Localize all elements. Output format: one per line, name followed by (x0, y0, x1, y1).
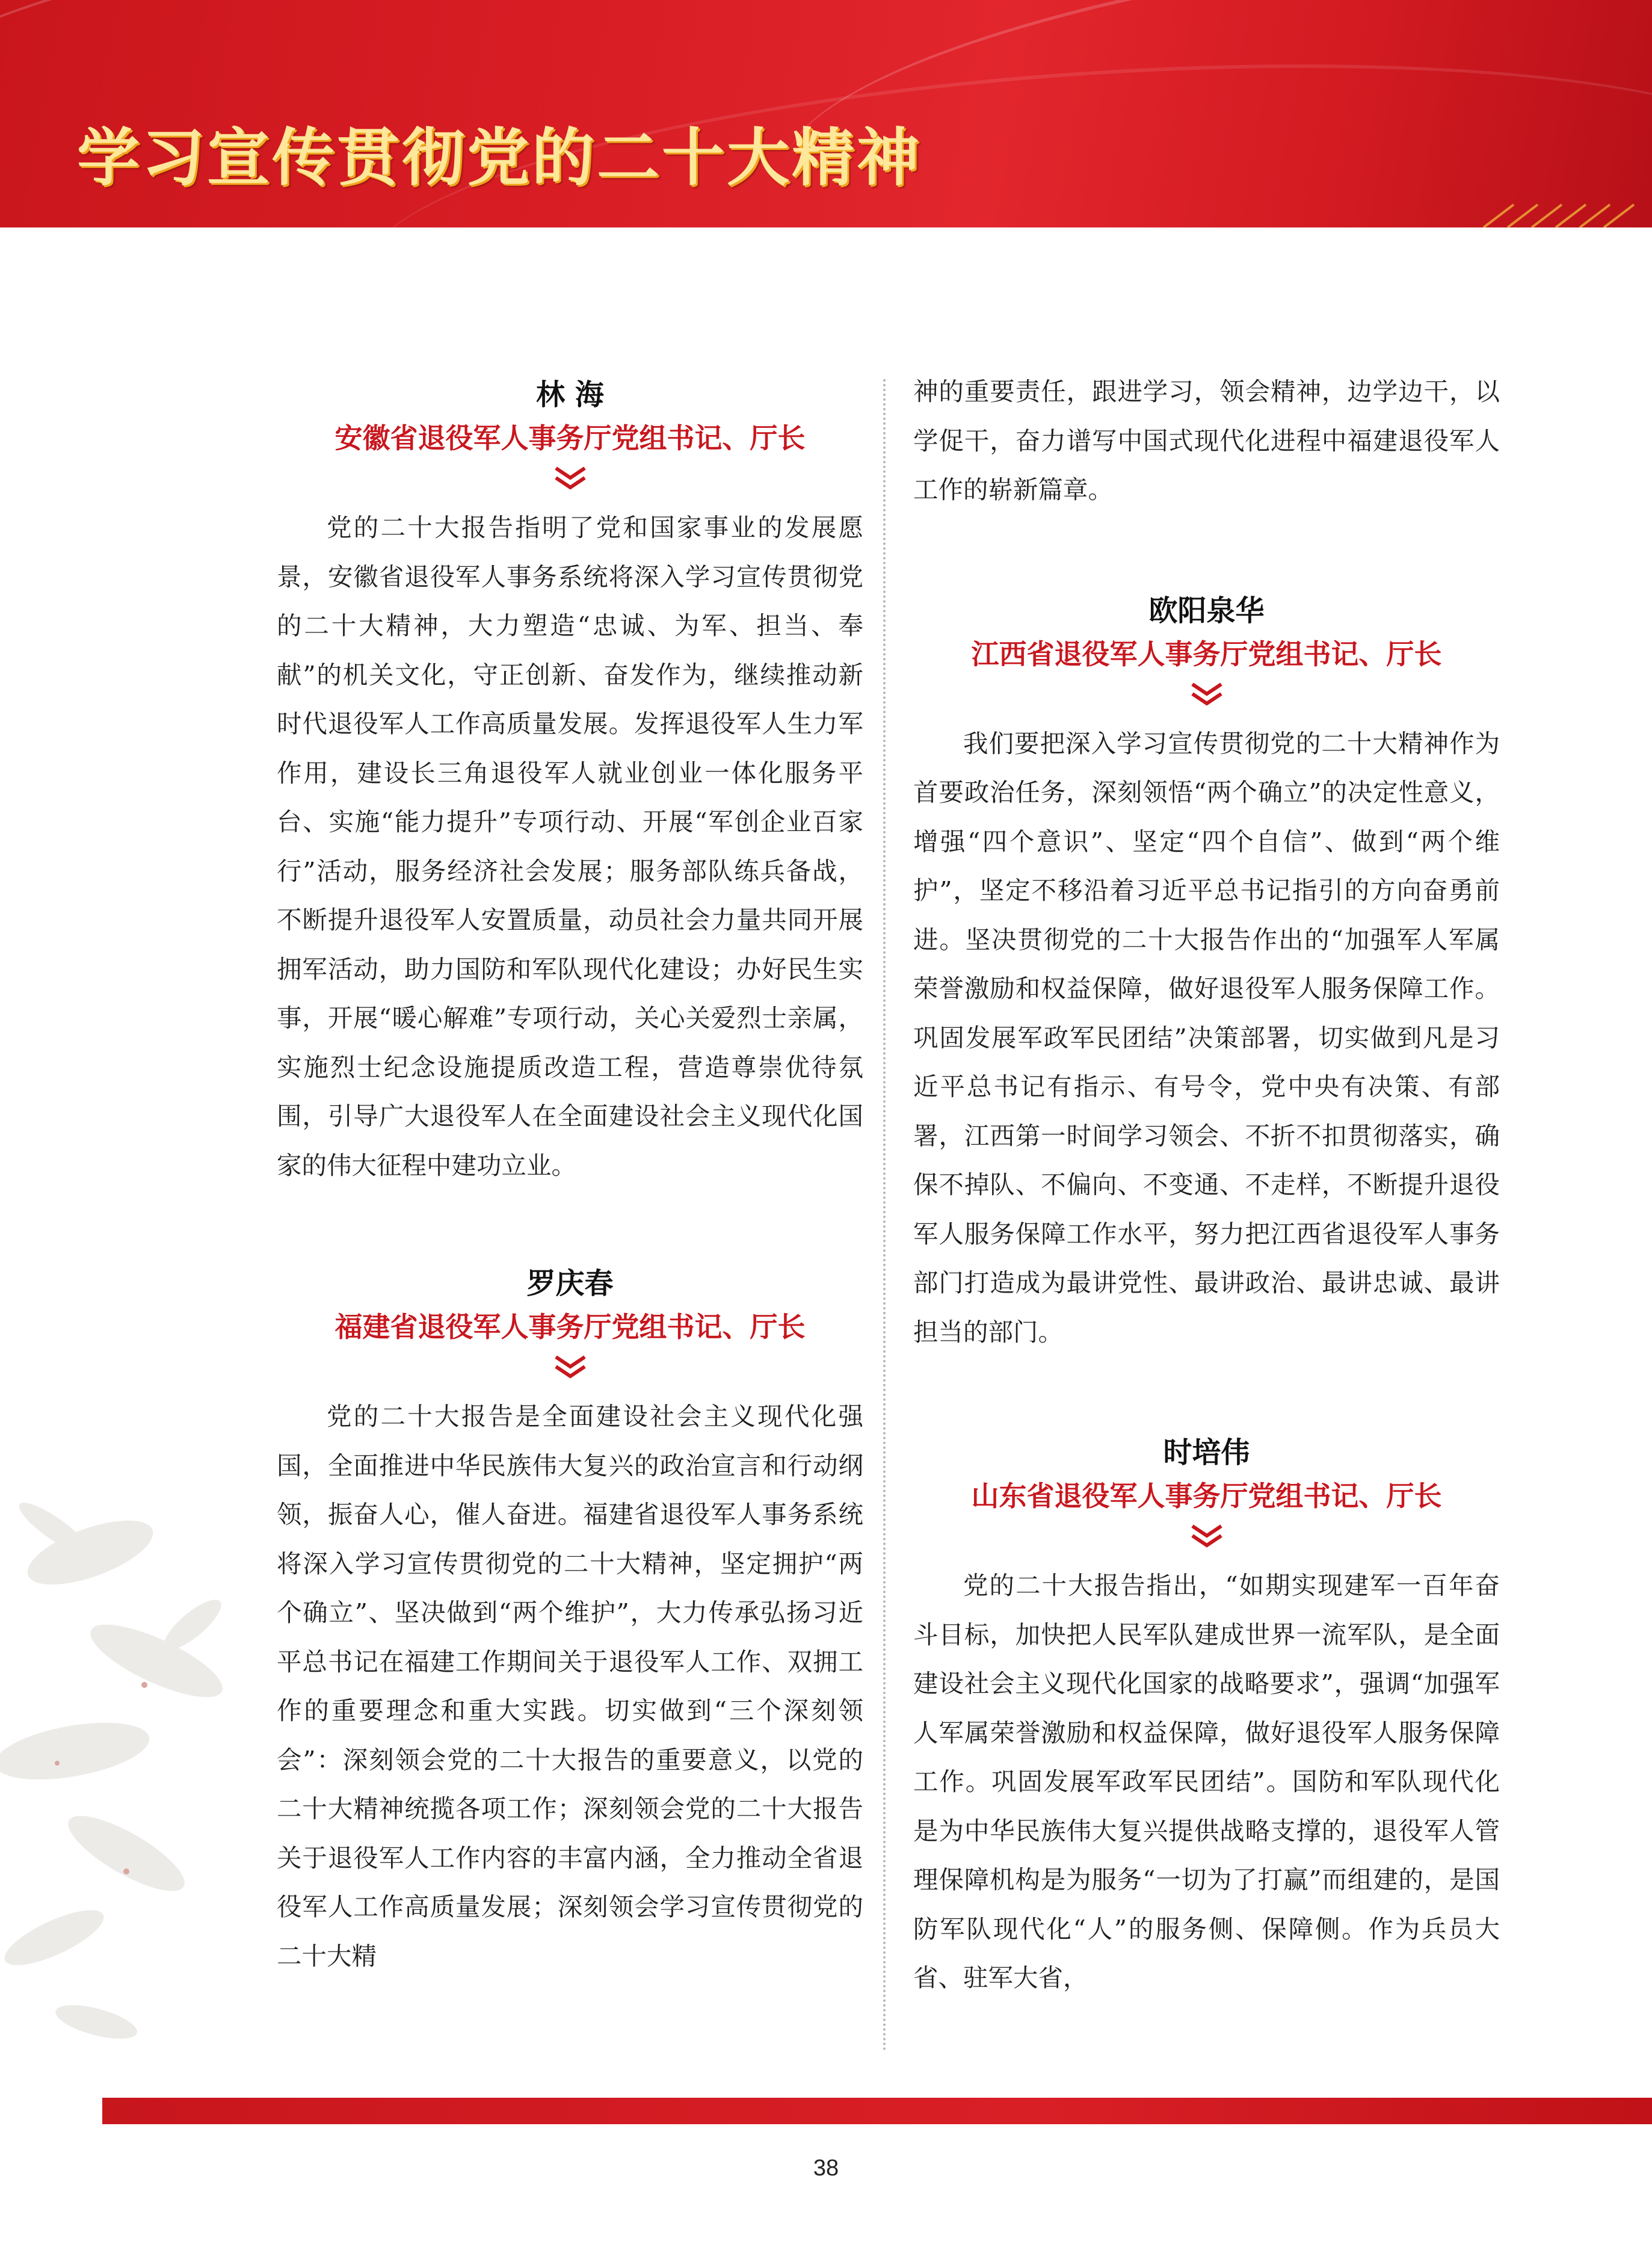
author-title: 江西省退役军人事务厅党组书记、厅长 (971, 637, 1442, 670)
article-body (277, 1392, 863, 1980)
author-name: 欧阳泉华 (1148, 593, 1265, 628)
article-section-lin-hai (277, 373, 863, 1190)
article-paragraph: 党的二十大报告是全面建设社会主义现代化强国，全面推进中华民族伟大复兴的政治宣言和行动纲领，振奋人心，催人奋进。福建省退役军人事务系统将深入学习宣传贯彻党的二十大精神，坚定拥护“两个确立”、坚决做到“两个维护”，大力传承弘扬习近平总书记在福建工作期间关于退役军人工作、双拥工作的重要理念和重大实践。切实做到“三个深刻领会”：深刻领会党的二十大报告的重要意义，以党的二十大精神统揽各项工作；深刻领会党的二十大报告关于退役军人工作内容的丰富内涵，全力推动全省退役军人工作高质量发展；深刻领会学习宣传贯彻党的二十大精 (277, 1401, 863, 1971)
chevron-down-icon (552, 1352, 588, 1380)
article-paragraph-continued: 神的重要责任，跟进学习，领会精神，边学边干，以学促干，奋力谱写中国式现代化进程中福建退役军人工作的崭新篇章。 (913, 377, 1500, 504)
chevron-down-icon (1189, 1521, 1225, 1549)
article-paragraph: 党的二十大报告指出，“如期实现建军一百年奋斗目标，加快把人民军队建成世界一流军队，是全面建设社会主义现代化国家的战略要求”，强调“加强军人军属荣誉激励和权益保障，做好退役军人服务保障工作。巩固发展军政军民团结”。国防和军队现代化是为中华民族伟大复兴提供战略支撑的，退役军人管理保障机构是为服务“一切为了打赢”而组建的，是国防军队现代化“人”的服务侧、保障侧。作为兵员大省、驻军大省， (913, 1571, 1500, 1992)
author-name: 林 海 (536, 378, 604, 412)
chevron-down-icon (1189, 679, 1225, 707)
article-body (913, 719, 1500, 1357)
article-body (277, 503, 863, 1190)
article-paragraph: 我们要把深入学习宣传贯彻党的二十大精神作为首要政治任务，深刻领悟“两个确立”的决定性意义，增强“四个意识”、坚定“四个自信”、做到“两个维护”，坚定不移沿着习近平总书记指引的方向奋勇前进。坚决贯彻党的二十大报告作出的“加强军人军属荣誉激励和权益保障，做好退役军人服务保障工作。巩固发展军政军民团结”决策部署，切实做到凡是习近平总书记有指示、有号令，党中央有决策、有部署，江西第一时间学习领会、不折不扣贯彻落实，确保不掉队、不偏向、不变通、不走样，不断提升退役军人服务保障工作水平，努力把江西省退役军人事务部门打造成为最讲党性、最讲政治、最讲忠诚、最讲担当的部门。 (913, 728, 1500, 1347)
right-column (913, 367, 1500, 2003)
doves-decoration (0, 1480, 265, 2082)
author-title: 福建省退役军人事务厅党组书记、厅长 (334, 1311, 806, 1343)
column-divider (883, 379, 886, 2052)
footer-bar (102, 2098, 1652, 2124)
header-banner (0, 0, 1652, 227)
page-number: 38 (813, 2155, 839, 2181)
article-paragraph: 党的二十大报告指明了党和国家事业的发展愿景，安徽省退役军人事务系统将深入学习宣传贯彻党的二十大精神，大力塑造“忠诚、为军、担当、奉献”的机关文化，守正创新、奋发作为，继续推动新时代退役军人工作高质量发展。发挥退役军人生力军作用，建设长三角退役军人就业创业一体化服务平台、实施“能力提升”专项行动、开展“军创企业百家行”活动，服务经济社会发展；服务部队练兵备战，不断提升退役军人安置质量，动员社会力量共同开展拥军活动，助力国防和军队现代化建设；办好民生实事，开展“暖心解难”专项行动，关心关爱烈士亲属，实施烈士纪念设施提质改造工程，营造尊崇优待氛围，引导广大退役军人在全面建设社会主义现代化国家的伟大征程中建功立业。 (277, 513, 863, 1180)
page-section-title: 学习宣传贯彻党的二十大精神 (77, 121, 922, 194)
chevron-down-icon (552, 463, 588, 491)
article-section-luo-qingchun (277, 1262, 863, 1980)
article-section-shi-peiwei (913, 1431, 1500, 2003)
article-body-continued (913, 367, 1500, 515)
author-title: 安徽省退役军人事务厅党组书记、厅长 (334, 422, 806, 454)
left-column (277, 373, 863, 1980)
article-section-ouyang-quanhua (913, 589, 1500, 1357)
author-name: 时培伟 (1163, 1436, 1250, 1469)
author-title: 山东省退役军人事务厅党组书记、厅长 (971, 1480, 1442, 1512)
article-body (913, 1561, 1500, 2003)
banner-fringe-decoration (1459, 181, 1640, 227)
author-name: 罗庆春 (526, 1267, 614, 1300)
